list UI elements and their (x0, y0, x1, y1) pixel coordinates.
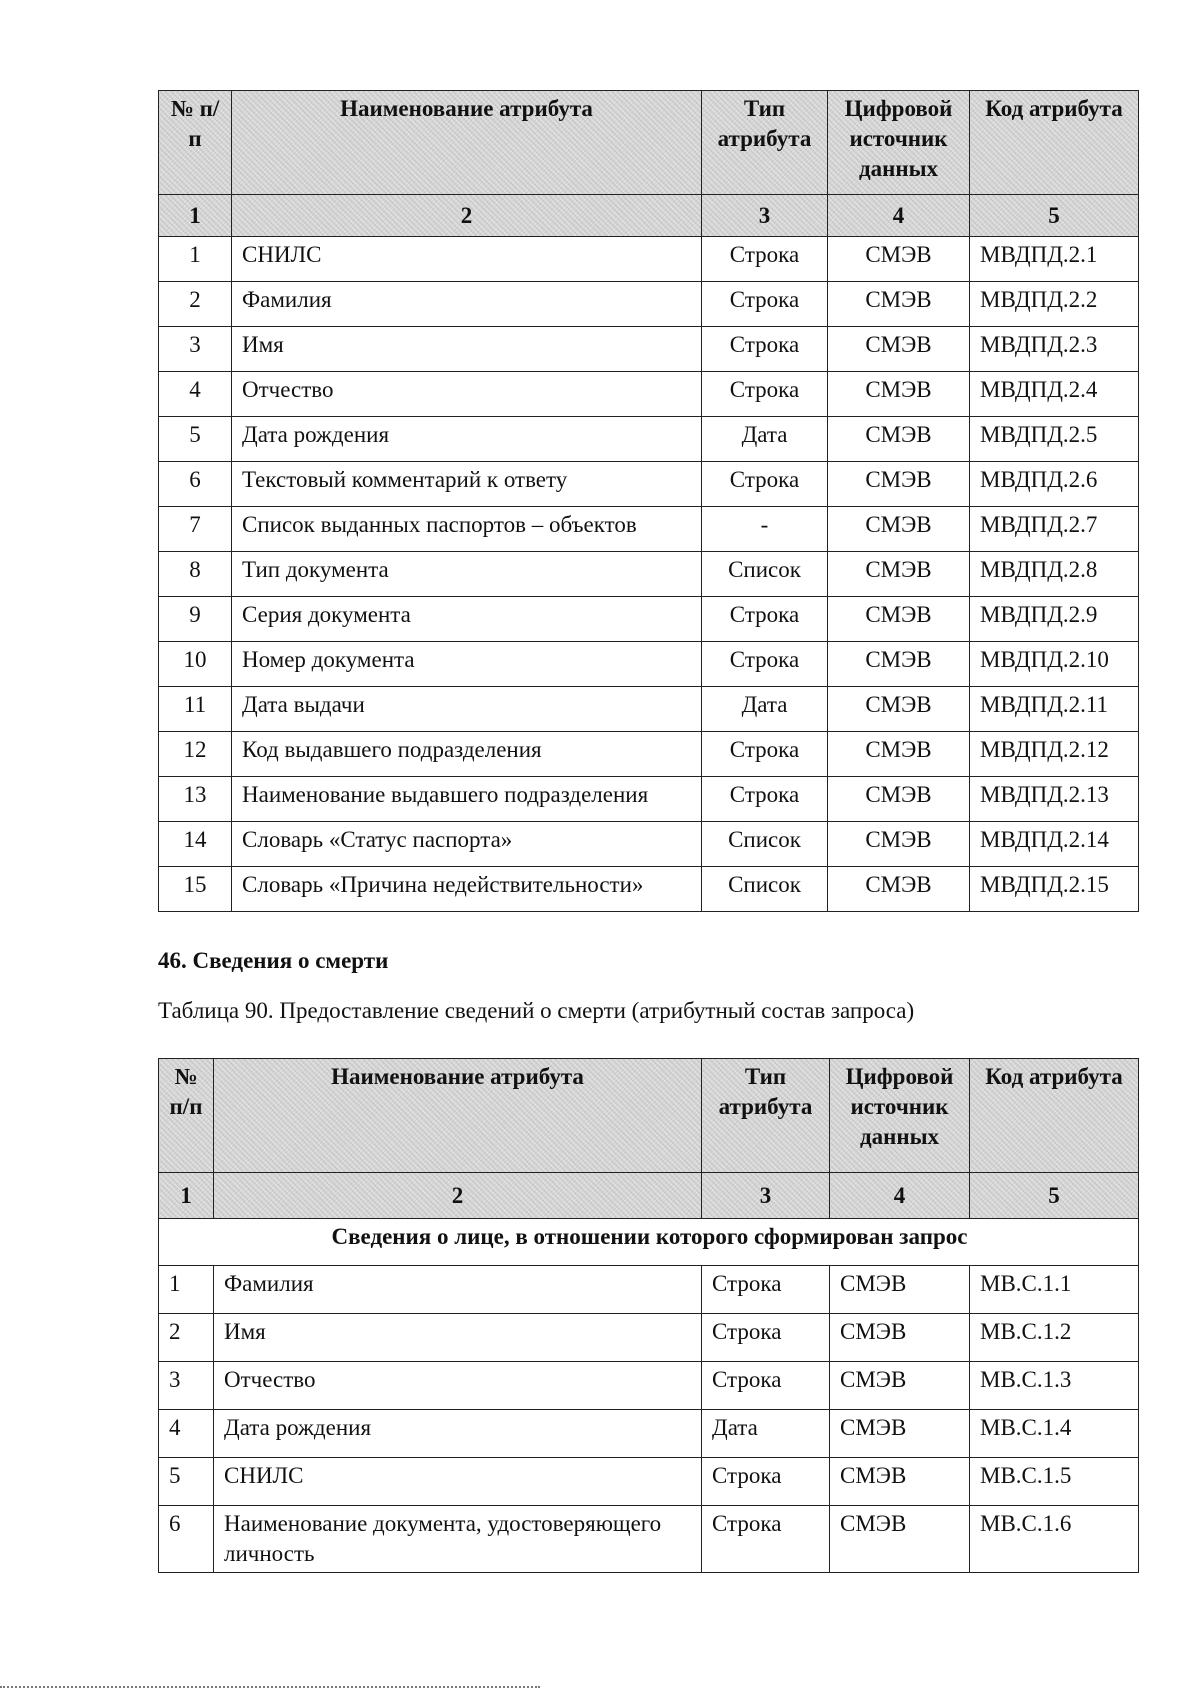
attribute-code: МВ.С.1.5 (970, 1458, 1139, 1506)
attribute-name: Код выдавшего подразделения (232, 732, 702, 777)
table-body (159, 237, 1139, 912)
data-source: СМЭВ (828, 552, 970, 597)
attribute-name: СНИЛС (214, 1458, 702, 1506)
column-number: 4 (828, 195, 970, 237)
header-number: № п/п (159, 91, 232, 195)
attribute-code: МВДПД.2.5 (970, 417, 1139, 462)
table-row (159, 1506, 1139, 1573)
attribute-code: МВДПД.2.6 (970, 462, 1139, 507)
data-source: СМЭВ (828, 507, 970, 552)
header-data-source: Цифровой источник данных (830, 1059, 970, 1173)
table-row (159, 822, 1139, 867)
table-row (159, 867, 1139, 912)
attribute-code: МВДПД.2.14 (970, 822, 1139, 867)
row-number: 5 (159, 1458, 214, 1506)
table-column-numbers-row (159, 195, 1139, 237)
attribute-code: МВДПД.2.9 (970, 597, 1139, 642)
table-row (159, 1362, 1139, 1410)
attribute-type: Строка (702, 1458, 830, 1506)
table-column-numbers-row (159, 1173, 1139, 1219)
table-row (159, 1410, 1139, 1458)
table-row (159, 642, 1139, 687)
attribute-name: Номер документа (232, 642, 702, 687)
row-number: 12 (159, 732, 232, 777)
column-number: 3 (702, 1173, 830, 1219)
header-data-source: Цифровой источник данных (828, 91, 970, 195)
section-heading: 46. Сведения о смерти (158, 948, 389, 973)
attribute-code: МВ.С.1.6 (970, 1506, 1139, 1573)
table-header-row (159, 91, 1139, 195)
section-row-label: Сведения о лице, в отношении которого сформирован запрос (159, 1219, 1139, 1266)
attribute-type: Строка (702, 282, 828, 327)
attribute-name: Дата выдачи (232, 687, 702, 732)
table-row (159, 597, 1139, 642)
attribute-name: Отчество (214, 1362, 702, 1410)
attribute-name: Словарь «Статус паспорта» (232, 822, 702, 867)
attribute-code: МВДПД.2.11 (970, 687, 1139, 732)
attribute-type: Строка (702, 597, 828, 642)
data-source: СМЭВ (828, 687, 970, 732)
attribute-type: Строка (702, 642, 828, 687)
column-number: 1 (159, 195, 232, 237)
data-source: СМЭВ (828, 327, 970, 372)
attribute-code: МВДПД.2.7 (970, 507, 1139, 552)
row-number: 1 (159, 237, 232, 282)
attribute-type: Дата (702, 687, 828, 732)
data-source: СМЭВ (830, 1314, 970, 1362)
column-number: 2 (232, 195, 702, 237)
attribute-code: МВДПД.2.15 (970, 867, 1139, 912)
table-row (159, 1266, 1139, 1314)
attribute-code: МВДПД.2.2 (970, 282, 1139, 327)
attribute-type: Строка (702, 1506, 830, 1573)
column-number: 2 (214, 1173, 702, 1219)
data-source: СМЭВ (828, 777, 970, 822)
attribute-code: МВДПД.2.1 (970, 237, 1139, 282)
column-number: 4 (830, 1173, 970, 1219)
attribute-name: Отчество (232, 372, 702, 417)
column-number: 5 (970, 195, 1139, 237)
row-number: 9 (159, 597, 232, 642)
attribute-name: Наименование выдавшего подразделения (232, 777, 702, 822)
row-number: 4 (159, 372, 232, 417)
attribute-name: Фамилия (232, 282, 702, 327)
attribute-name: Дата рождения (232, 417, 702, 462)
attribute-type: Список (702, 867, 828, 912)
attribute-type: Строка (702, 372, 828, 417)
row-number: 2 (159, 282, 232, 327)
attribute-code: МВДПД.2.13 (970, 777, 1139, 822)
data-source: СМЭВ (830, 1506, 970, 1573)
attribute-code: МВДПД.2.8 (970, 552, 1139, 597)
attribute-name: Имя (232, 327, 702, 372)
attribute-type: Строка (702, 777, 828, 822)
attribute-type: - (702, 507, 828, 552)
table-row (159, 282, 1139, 327)
attribute-code: МВ.С.1.2 (970, 1314, 1139, 1362)
attribute-type: Строка (702, 1266, 830, 1314)
column-number: 3 (702, 195, 828, 237)
attribute-name: Дата рождения (214, 1410, 702, 1458)
table-row (159, 507, 1139, 552)
table-row (159, 777, 1139, 822)
attribute-name: Список выданных паспортов – объектов (232, 507, 702, 552)
table-row (159, 327, 1139, 372)
column-number: 1 (159, 1173, 214, 1219)
table-header-row (159, 1059, 1139, 1173)
attribute-code: МВДПД.2.4 (970, 372, 1139, 417)
table-row (159, 732, 1139, 777)
attribute-type: Строка (702, 327, 828, 372)
header-attribute-type: Тип атрибута (702, 91, 828, 195)
attribute-type: Строка (702, 237, 828, 282)
row-number: 3 (159, 1362, 214, 1410)
data-source: СМЭВ (828, 597, 970, 642)
table-row (159, 552, 1139, 597)
row-number: 10 (159, 642, 232, 687)
table-row (159, 372, 1139, 417)
attribute-type: Список (702, 552, 828, 597)
data-source: СМЭВ (828, 282, 970, 327)
table-section-row (159, 1219, 1139, 1266)
column-number: 5 (970, 1173, 1139, 1219)
attribute-name: Наименование документа, удостоверяющего личность (214, 1506, 702, 1573)
table-row (159, 462, 1139, 507)
data-source: СМЭВ (830, 1458, 970, 1506)
row-number: 13 (159, 777, 232, 822)
attribute-type: Список (702, 822, 828, 867)
data-source: СМЭВ (828, 732, 970, 777)
table-row (159, 237, 1139, 282)
attributes-table-response (158, 90, 1139, 912)
table-row (159, 1314, 1139, 1362)
table-row (159, 1458, 1139, 1506)
attribute-name: Фамилия (214, 1266, 702, 1314)
data-source: СМЭВ (828, 237, 970, 282)
row-number: 6 (159, 1506, 214, 1573)
data-source: СМЭВ (830, 1410, 970, 1458)
table-row (159, 687, 1139, 732)
attribute-name: Серия документа (232, 597, 702, 642)
data-source: СМЭВ (830, 1362, 970, 1410)
attribute-code: МВ.С.1.4 (970, 1410, 1139, 1458)
attributes-table-request (158, 1058, 1139, 1573)
table-row (159, 417, 1139, 462)
data-source: СМЭВ (828, 822, 970, 867)
attribute-code: МВДПД.2.3 (970, 327, 1139, 372)
attribute-name: Словарь «Причина недействительности» (232, 867, 702, 912)
attribute-type: Дата (702, 417, 828, 462)
row-number: 4 (159, 1410, 214, 1458)
attribute-name: Текстовый комментарий к ответу (232, 462, 702, 507)
row-number: 5 (159, 417, 232, 462)
header-number: № п/п (159, 1059, 214, 1173)
data-source: СМЭВ (828, 867, 970, 912)
row-number: 14 (159, 822, 232, 867)
attribute-type: Строка (702, 1362, 830, 1410)
attribute-code: МВ.С.1.1 (970, 1266, 1139, 1314)
data-source: СМЭВ (828, 462, 970, 507)
row-number: 2 (159, 1314, 214, 1362)
attribute-type: Строка (702, 462, 828, 507)
row-number: 15 (159, 867, 232, 912)
attribute-name: Имя (214, 1314, 702, 1362)
data-source: СМЭВ (828, 372, 970, 417)
attribute-name: СНИЛС (232, 237, 702, 282)
table-body (159, 1219, 1139, 1573)
header-attribute-type: Тип атрибута (702, 1059, 830, 1173)
data-source: СМЭВ (830, 1266, 970, 1314)
table-caption: Таблица 90. Предоставление сведений о смерти (атрибутный состав запроса) (158, 998, 915, 1023)
attribute-type: Строка (702, 732, 828, 777)
attribute-code: МВДПД.2.12 (970, 732, 1139, 777)
row-number: 6 (159, 462, 232, 507)
row-number: 11 (159, 687, 232, 732)
attribute-code: МВДПД.2.10 (970, 642, 1139, 687)
attribute-type: Строка (702, 1314, 830, 1362)
header-attribute-name: Наименование атрибута (232, 91, 702, 195)
attribute-type: Дата (702, 1410, 830, 1458)
header-attribute-name: Наименование атрибута (214, 1059, 702, 1173)
row-number: 7 (159, 507, 232, 552)
row-number: 8 (159, 552, 232, 597)
header-attribute-code: Код атрибута (970, 1059, 1139, 1173)
scan-artifact-line (0, 1686, 540, 1688)
data-source: СМЭВ (828, 642, 970, 687)
attribute-code: МВ.С.1.3 (970, 1362, 1139, 1410)
row-number: 1 (159, 1266, 214, 1314)
attribute-name: Тип документа (232, 552, 702, 597)
data-source: СМЭВ (828, 417, 970, 462)
row-number: 3 (159, 327, 232, 372)
header-attribute-code: Код атрибута (970, 91, 1139, 195)
